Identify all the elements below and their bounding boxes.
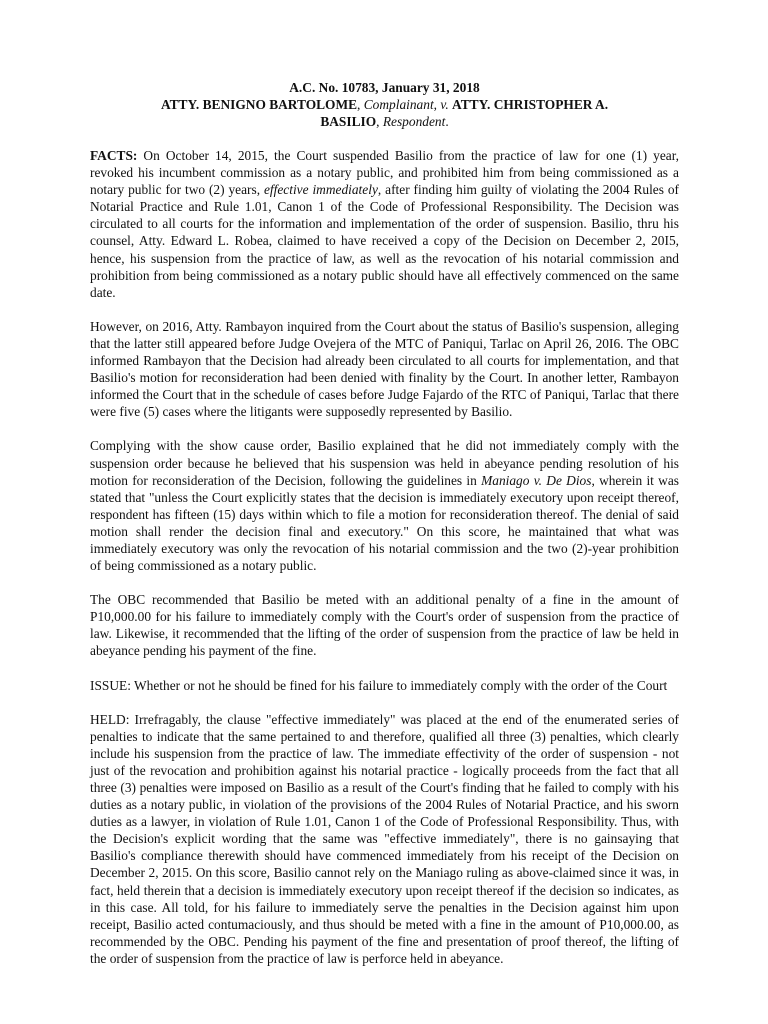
case-header <box>90 79 679 130</box>
case-number: A.C. No. 10783, January 31, 2018 <box>289 80 480 95</box>
versus: v. <box>440 97 449 112</box>
facts-paragraph: FACTS: On October 14, 2015, the Court suspended Basilio from the practice of law for one (1) year, revoked his incumbent commission as a notary public, and prohibited him from being commissioned as a notary public for two (2) years, effective immediately, after finding him guilty of violating the 2004 Rules of Notarial Practice and Rule 1.01, Canon 1 of the Code of Professional Responsibility. The Decision was circulated to all courts for the information and implementation of the order of suspension. Basilio, thru his counsel, Atty. Edward L. Robea, claimed to have received a copy of the Decision on December 2, 20I5, hence, his suspension from the practice of law, as well as the revocation of his notarial commission and prohibition from being commissioned as a notary public should have all effectively commenced on the same date. <box>90 148 679 300</box>
complainant-role: Complainant <box>363 97 434 112</box>
show-cause-paragraph: Complying with the show cause order, Basilio explained that he did not immediately comply with the suspension order because he believed that his suspension was held in abeyance pending resolution of his motion for reconsideration of the Decision, following the guidelines in Maniago v. De Dios, wherein it was stated that "unless the Court explicitly states that the decision is immediately executory upon receipt thereof, respondent has fifteen (15) days within which to file a motion for reconsideration thereof. The denial of said motion shall render the decision final and executory." On this score, he maintained that what was immediately executory was only the revocation of his notarial commission and the two (2)-year prohibition of being commissioned as a notary public. <box>90 438 679 574</box>
case-parties: ATTY. BENIGNO BARTOLOME, Complainant, v. ATTY. CHRISTOPHER A. BASILIO, Respondent. <box>160 97 609 129</box>
held-paragraph: HELD: Irrefragably, the clause "effective immediately" was placed at the end of the enumerated series of penalties to indicate that the same pertained to and therefore, qualified all three (3) penalties, which clearly include his suspension from the practice of law. The immediate effectivity of the order of suspension - not just of the revocation and prohibition against his notarial practice - logically proceeds from the fact that all three (3) penalties were imposed on Basilio as a result of the Court's finding that he failed to comply with his duties as a notary public, in violation of the provisions of the 2004 Rules of Notarial Practice, and his sworn duties as a lawyer, in violation of Rule 1.01, Canon 1 of the Code of Professional Responsibility. Thus, with the Decision's explicit wording that the same was "effective immediately", there is no gainsaying that Basilio's compliance therewith should have commenced immediately from his receipt of the Decision on December 2, 2015. On this score, Basilio cannot rely on the Maniago ruling as above-claimed since it was, in fact, held therein that a decision is immediately executory upon receipt thereof if the decision so indicates, as in this case. All told, for his failure to immediately serve the penalties in the Decision against him upon receipt, Basilio acted contumaciously, and thus should be meted with a fine in the amount of P10,000.00, as recommended by the OBC. Pending his payment of the fine and presentation of proof thereof, the lifting of the order of suspension from the practice of law is perforce held in abeyance. <box>90 711 679 966</box>
respondent-role: Respondent <box>382 114 446 129</box>
facts-label: FACTS: <box>90 148 138 163</box>
respondent-name-part2: BASILIO <box>320 114 377 129</box>
document-page <box>90 79 679 967</box>
respondent-name-part1: ATTY. CHRISTOPHER A. <box>452 97 609 112</box>
obc-recommendation-paragraph: The OBC recommended that Basilio be meted with an additional penalty of a fine in the amount of P10,000.00 for his failure to immediately comply with the Court's order of suspension from the practice of law. Likewise, it recommended that the lifting of the order of suspension from the practice of law be held in abeyance pending his payment of the fine. <box>90 592 679 659</box>
issue-paragraph: ISSUE: Whether or not he should be fined for his failure to immediately comply with the order of the Court <box>90 677 668 693</box>
complainant-name: ATTY. BENIGNO BARTOLOME <box>160 97 358 112</box>
rambayon-paragraph: However, on 2016, Atty. Rambayon inquired from the Court about the status of Basilio's suspension, alleging that the latter still appeared before Judge Ovejera of the MTC of Paniqui, Tarlac on April 26, 20I6. The OBC informed Rambayon that the Decision had already been circulated to all courts for implementation, and that Basilio's motion for reconsideration had been denied with finality by the Court. In another letter, Rambayon informed the Court that in the schedule of cases before Judge Fajardo of the RTC of Paniqui, Tarlac that there were five (5) cases where the litigants were supposedly represented by Basilio. <box>90 318 679 420</box>
